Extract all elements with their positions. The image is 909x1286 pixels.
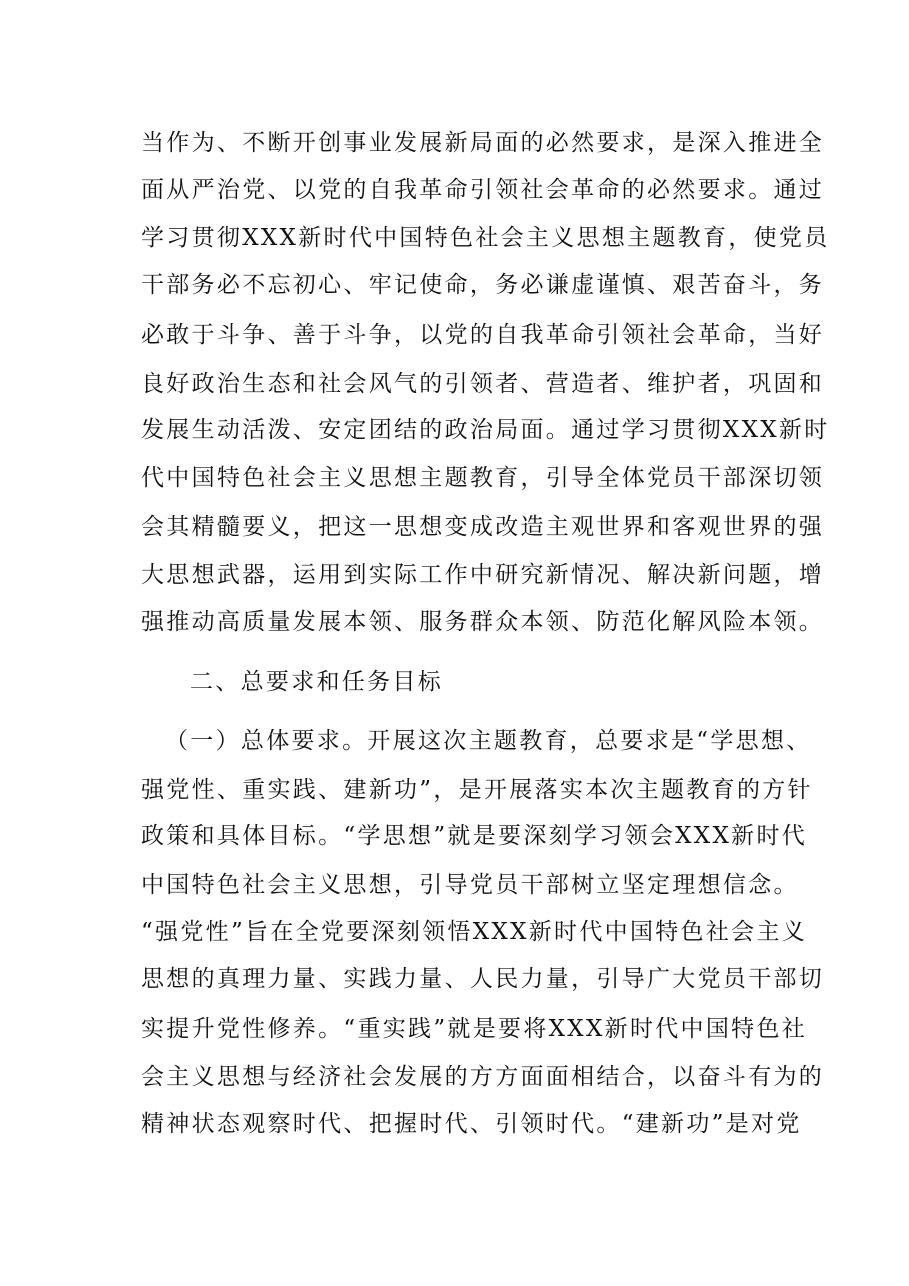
- body-text-line: 政策和具体目标。“学思想”就是要深刻学习领会XXX新时代: [141, 823, 808, 849]
- body-text-line: 实提升党性修养。“重实践”就是要将XXX新时代中国特色社: [141, 1016, 808, 1042]
- body-text-line: 会主义思想与经济社会发展的方方面面相结合，以奋斗有为的: [141, 1064, 825, 1090]
- body-text-line: （一）总体要求。开展这次主题教育，总要求是“学思想、: [165, 728, 812, 754]
- body-text-line: 良好政治生态和社会风气的引领者、营造者、维护者，巩固和: [141, 371, 825, 397]
- body-text-line: 面从严治党、以党的自我革命引领社会革命的必然要求。通过: [141, 177, 825, 203]
- body-text-line: 中国特色社会主义思想，引导党员干部树立坚定理想信念。: [141, 872, 799, 898]
- body-text-line: 思想的真理力量、实践力量、人民力量，引导广大党员干部切: [141, 966, 825, 992]
- body-text-line: 大思想武器，运用到实际工作中研究新情况、解决新问题，增: [141, 562, 825, 588]
- body-text-line: 强党性、重实践、建新功”，是开展落实本次主题教育的方针: [141, 777, 813, 803]
- body-text-line: 精神状态观察时代、把握时代、引领时代。“建新功”是对党: [141, 1111, 802, 1137]
- section-heading: 二、总要求和任务目标: [190, 669, 443, 695]
- body-text-line: 发展生动活泼、安定团结的政治局面。通过学习贯彻XXX新时: [141, 417, 830, 443]
- body-text-line: 学习贯彻XXX新时代中国特色社会主义思想主题教育，使党员: [141, 225, 830, 251]
- body-text-line: 代中国特色社会主义思想主题教育，引导全体党员干部深切领: [141, 465, 825, 491]
- body-text-line: 干部务必不忘初心、牢记使命，务必谦虚谨慎、艰苦奋斗，务: [141, 272, 825, 298]
- body-text-line: 当作为、不断开创事业发展新局面的必然要求，是深入推进全: [141, 130, 825, 156]
- body-text-line: “强党性”旨在全党要深刻领悟XXX新时代中国特色社会主义: [141, 919, 808, 945]
- body-text-line: 会其精髓要义，把这一思想变成改造主观世界和客观世界的强: [141, 514, 825, 540]
- body-text-line: 强推动高质量发展本领、服务群众本领、防范化解风险本领。: [141, 609, 825, 635]
- body-text-line: 必敢于斗争、善于斗争，以党的自我革命引领社会革命，当好: [141, 322, 825, 348]
